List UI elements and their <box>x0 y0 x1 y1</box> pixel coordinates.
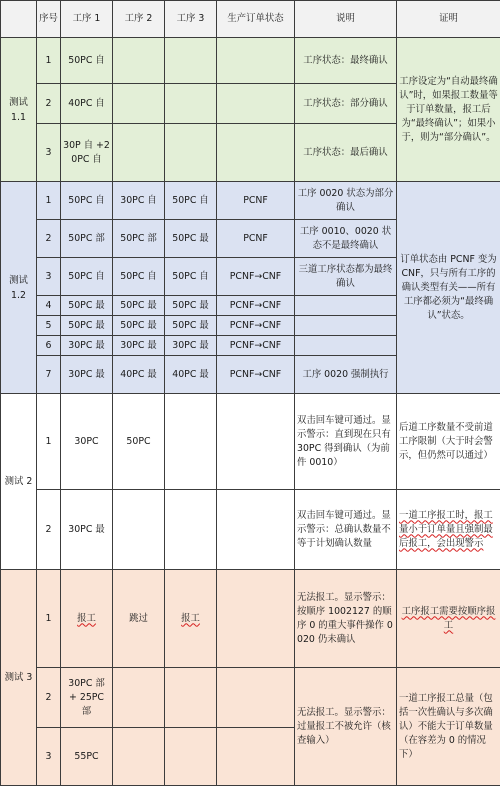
header-blank <box>1 1 37 38</box>
desc-cell: 双击回车键可通过。显示警示：直到现在只有 30PC 得到确认（为前件 0010） <box>295 394 397 490</box>
op1-cell: 40PC 自 <box>61 84 113 124</box>
op3-cell: 40PC 最 <box>165 356 217 394</box>
status-cell: PCNF→CNF <box>217 316 295 336</box>
op1-cell: 30PC 最 <box>61 356 113 394</box>
seq-cell: 4 <box>37 296 61 316</box>
group-label: 测试 1.1 <box>1 38 37 182</box>
op3-cell <box>165 490 217 570</box>
op2-cell: 30PC 自 <box>113 182 165 220</box>
op2-cell: 50PC 最 <box>113 296 165 316</box>
op2-cell: 40PC 最 <box>113 356 165 394</box>
desc-cell: 工序状态：最后确认 <box>295 124 397 182</box>
status-cell: PCNF <box>217 220 295 258</box>
op2-cell <box>113 84 165 124</box>
proof-cell: 工序设定为“自动最终确认”时，如果报工数量等于订单数量，报工后为“最终确认”；如果小于，则为“部分确认”。 <box>397 38 500 182</box>
op1-cell: 30PC <box>61 394 113 490</box>
group-label: 测试 2 <box>1 394 37 570</box>
op3-cell <box>165 394 217 490</box>
table-row <box>1 394 500 490</box>
op1-cell: 50PC 最 <box>61 316 113 336</box>
table-row <box>1 38 500 84</box>
desc-cell <box>295 296 397 316</box>
proof-cell: 一道工序报工总量（包括一次性确认与多次确认）不能大于订单数量（在容差为 0 的情况下） <box>397 668 500 786</box>
status-cell <box>217 84 295 124</box>
group-label: 测试 1.2 <box>1 182 37 394</box>
seq-cell: 6 <box>37 336 61 356</box>
seq-cell: 3 <box>37 728 61 786</box>
desc-cell: 无法报工。显示警示：按顺序 1002127 的顺序 0 的重大事件操作 0020 仍未确认 <box>295 570 397 668</box>
op3-cell: 50PC 自 <box>165 258 217 296</box>
op3-cell <box>165 38 217 84</box>
op3-cell: 50PC 最 <box>165 220 217 258</box>
header-desc: 说明 <box>295 1 397 38</box>
desc-cell: 无法报工。显示警示：过量报工不被允许（核查输入） <box>295 668 397 786</box>
op2-cell <box>113 38 165 84</box>
op3-cell <box>165 124 217 182</box>
table-row <box>1 570 500 668</box>
op2-cell <box>113 490 165 570</box>
table-row <box>1 490 500 570</box>
header-status: 生产订单状态 <box>217 1 295 38</box>
header-op1: 工序 1 <box>61 1 113 38</box>
op3-cell <box>165 668 217 728</box>
op1-cell: 30PC 部 + 25PC 部 <box>61 668 113 728</box>
op3-cell <box>165 728 217 786</box>
op1-cell: 50PC 部 <box>61 220 113 258</box>
op2-cell <box>113 728 165 786</box>
desc-cell: 三道工序状态都为最终确认 <box>295 258 397 296</box>
desc-cell: 工序状态：部分确认 <box>295 84 397 124</box>
seq-cell: 1 <box>37 38 61 84</box>
op3-cell <box>165 84 217 124</box>
seq-cell: 2 <box>37 668 61 728</box>
status-cell <box>217 124 295 182</box>
desc-cell: 工序状态：最终确认 <box>295 38 397 84</box>
op3-cell: 50PC 最 <box>165 316 217 336</box>
status-cell: PCNF→CNF <box>217 336 295 356</box>
op3-cell: 50PC 自 <box>165 182 217 220</box>
header-seq: 序号 <box>37 1 61 38</box>
op2-cell <box>113 668 165 728</box>
seq-cell: 2 <box>37 490 61 570</box>
header-proof: 证明 <box>397 1 500 38</box>
status-cell <box>217 668 295 728</box>
table-row <box>1 668 500 728</box>
desc-cell: 工序 0010、0020 状态不是最终确认 <box>295 220 397 258</box>
desc-cell <box>295 316 397 336</box>
status-cell <box>217 728 295 786</box>
op2-cell <box>113 124 165 182</box>
table-row <box>1 182 500 220</box>
op2-cell: 50PC <box>113 394 165 490</box>
seq-cell: 1 <box>37 394 61 490</box>
op2-cell: 30PC 最 <box>113 336 165 356</box>
seq-cell: 3 <box>37 258 61 296</box>
op2-cell: 50PC 部 <box>113 220 165 258</box>
op3-cell: 50PC 最 <box>165 296 217 316</box>
seq-cell: 2 <box>37 84 61 124</box>
op2-cell: 跳过 <box>113 570 165 668</box>
op1-cell: 50PC 自 <box>61 38 113 84</box>
status-cell <box>217 394 295 490</box>
status-cell: PCNF→CNF <box>217 356 295 394</box>
op1-cell: 55PC <box>61 728 113 786</box>
proof-cell: 后道工序数量不受前道工序限制（大于时会警示，但仍然可以通过） <box>397 394 500 490</box>
seq-cell: 1 <box>37 182 61 220</box>
op3-cell: 报工 <box>165 570 217 668</box>
status-cell <box>217 38 295 84</box>
status-cell: PCNF <box>217 182 295 220</box>
op1-cell: 50PC 最 <box>61 296 113 316</box>
desc-cell: 双击回车键可通过。显示警示：总确认数量不等于计划确认数量 <box>295 490 397 570</box>
status-cell <box>217 490 295 570</box>
status-cell: PCNF→CNF <box>217 296 295 316</box>
status-cell <box>217 570 295 668</box>
op1-cell: 30PC 最 <box>61 490 113 570</box>
proof-cell: 一道工序报工时，报工量小于订单量且强制最后报工，会出现警示 <box>397 490 500 570</box>
seq-cell: 5 <box>37 316 61 336</box>
op1-cell: 50PC 自 <box>61 182 113 220</box>
seq-cell: 3 <box>37 124 61 182</box>
status-cell: PCNF→CNF <box>217 258 295 296</box>
proof-cell: 工序报工需要按顺序报工 <box>397 570 500 668</box>
op2-cell: 50PC 自 <box>113 258 165 296</box>
seq-cell: 1 <box>37 570 61 668</box>
op1-cell: 报工 <box>61 570 113 668</box>
desc-cell: 工序 0020 强制执行 <box>295 356 397 394</box>
op1-cell: 30PC 最 <box>61 336 113 356</box>
op1-cell: 30P 自 +20PC 自 <box>61 124 113 182</box>
op1-cell: 50PC 自 <box>61 258 113 296</box>
op3-cell: 30PC 最 <box>165 336 217 356</box>
group-label: 测试 3 <box>1 570 37 786</box>
desc-cell: 工序 0020 状态为部分确认 <box>295 182 397 220</box>
op2-cell: 50PC 最 <box>113 316 165 336</box>
seq-cell: 7 <box>37 356 61 394</box>
table-header-row <box>1 1 500 38</box>
seq-cell: 2 <box>37 220 61 258</box>
header-op3: 工序 3 <box>165 1 217 38</box>
header-op2: 工序 2 <box>113 1 165 38</box>
proof-cell: 订单状态由 PCNF 变为 CNF，只与所有工序的确认类型有关——所有工序都必须为“最终确认”状态。 <box>397 182 500 394</box>
desc-cell <box>295 336 397 356</box>
